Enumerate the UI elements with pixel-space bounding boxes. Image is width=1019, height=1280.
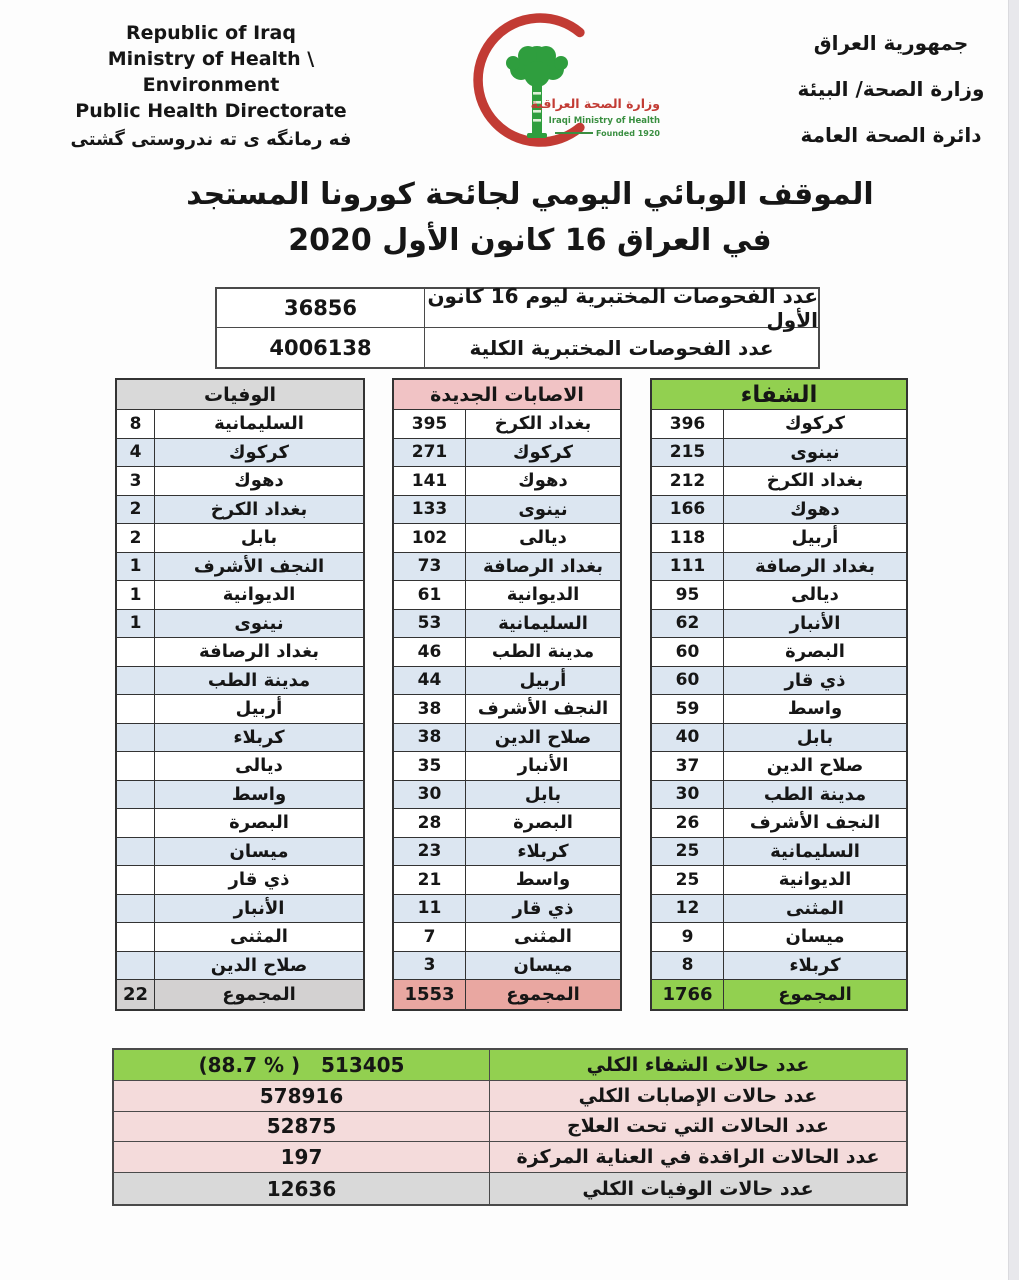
province-name: بابل — [796, 726, 834, 748]
table-row — [652, 467, 906, 496]
table-row — [117, 667, 363, 696]
province-name: النجف الأشرف — [477, 698, 609, 720]
province-name: السليمانية — [770, 840, 860, 862]
table-row — [394, 410, 620, 439]
tests-value: 4006138 — [217, 328, 425, 367]
province-value — [117, 724, 155, 752]
province-name: صلاح الدين — [494, 726, 592, 748]
province-name: كربلاء — [233, 726, 285, 748]
table-row — [394, 695, 620, 724]
table-row — [394, 581, 620, 610]
province-value — [117, 866, 155, 894]
province-name: بغداد الكرخ — [210, 498, 308, 520]
summary-label: عدد الحالات الراقدة في العناية المركزة — [516, 1146, 880, 1169]
table-row — [652, 553, 906, 582]
province-name: كربلاء — [517, 840, 569, 862]
province-value: 95 — [652, 581, 724, 609]
table-row — [652, 439, 906, 468]
table-row — [652, 524, 906, 553]
total-label: المجموع — [506, 983, 580, 1005]
table-row — [394, 781, 620, 810]
province-value: 102 — [394, 524, 466, 552]
summary-label: عدد حالات الإصابات الكلي — [578, 1084, 818, 1107]
title-line-1: الموقف الوبائي اليومي لجائحة كورونا المستجد — [186, 177, 874, 212]
table-total-row — [117, 980, 363, 1009]
province-name: السليمانية — [214, 413, 304, 435]
province-value: 26 — [652, 809, 724, 837]
province-value: 118 — [652, 524, 724, 552]
totals-summary-table — [112, 1048, 908, 1206]
province-name: مدينة الطب — [207, 669, 311, 691]
tests-value: 36856 — [217, 289, 425, 327]
province-name: ديالى — [791, 584, 839, 606]
province-value: 3 — [394, 952, 466, 980]
province-name: النجف الأشرف — [749, 812, 881, 834]
province-value: 3 — [117, 467, 155, 495]
province-value: 28 — [394, 809, 466, 837]
province-value: 11 — [394, 895, 466, 923]
province-value: 62 — [652, 610, 724, 638]
table-row — [652, 610, 906, 639]
province-value: 30 — [652, 781, 724, 809]
table-row — [114, 1142, 906, 1173]
table-row — [394, 610, 620, 639]
province-name: السليمانية — [498, 612, 588, 634]
province-name: ذي قار — [512, 897, 574, 919]
summary-label: عدد حالات الشفاء الكلي — [586, 1053, 810, 1076]
province-value: 396 — [652, 410, 724, 438]
table-row — [117, 923, 363, 952]
province-value: 166 — [652, 496, 724, 524]
province-name: البصرة — [785, 641, 845, 663]
province-name: دهوك — [518, 470, 568, 492]
table-row — [117, 752, 363, 781]
province-value: 60 — [652, 667, 724, 695]
table-row — [394, 467, 620, 496]
province-name: نينوى — [518, 498, 568, 520]
province-value: 73 — [394, 553, 466, 581]
table-row — [117, 781, 363, 810]
province-name: البصرة — [513, 812, 573, 834]
province-value: 23 — [394, 838, 466, 866]
header-directorate-en: Public Health Directorate — [75, 100, 347, 122]
province-value: 395 — [394, 410, 466, 438]
province-value: 61 — [394, 581, 466, 609]
province-value — [117, 667, 155, 695]
province-name: بغداد الرصافة — [199, 641, 319, 663]
province-value: 2 — [117, 496, 155, 524]
table-row — [652, 695, 906, 724]
province-value — [117, 781, 155, 809]
table-row — [117, 439, 363, 468]
province-name: ديالى — [235, 755, 283, 777]
table-row — [652, 667, 906, 696]
tests-label: عدد الفحوصات المختبرية ليوم 16 كانون الأول — [427, 284, 818, 332]
svg-text:وزارة الصحة العراقية: وزارة الصحة العراقية — [530, 96, 660, 111]
province-value — [117, 809, 155, 837]
province-name: ديالى — [519, 527, 567, 549]
province-name: الأنبار — [517, 755, 569, 777]
province-name: بغداد الرصافة — [755, 555, 875, 577]
table-row — [117, 553, 363, 582]
province-name: ذي قار — [228, 869, 290, 891]
province-name: الديوانية — [222, 584, 296, 606]
province-value: 1 — [117, 610, 155, 638]
recoveries-table — [650, 378, 908, 1011]
province-name: مدينة الطب — [763, 783, 867, 805]
table-row — [117, 610, 363, 639]
province-name: واسط — [787, 698, 843, 720]
title-line-2: في العراق 16 كانون الأول 2020 — [288, 223, 772, 258]
total-label: المجموع — [222, 983, 296, 1005]
table-row — [117, 952, 363, 981]
province-value: 44 — [394, 667, 466, 695]
province-name: دهوك — [790, 498, 840, 520]
province-name: صلاح الدين — [210, 954, 308, 976]
table-row — [117, 467, 363, 496]
province-name: ميسان — [229, 840, 289, 862]
province-name: مدينة الطب — [491, 641, 595, 663]
summary-value: 12636 — [114, 1173, 490, 1204]
province-value: 38 — [394, 695, 466, 723]
table-row — [394, 952, 620, 981]
province-name: المثنى — [786, 897, 844, 919]
province-name: بغداد الرصافة — [483, 555, 603, 577]
province-name: نينوى — [790, 441, 840, 463]
province-value: 40 — [652, 724, 724, 752]
province-value: 8 — [117, 410, 155, 438]
table-row — [652, 809, 906, 838]
header-ministry-en: Ministry of Health \ Environment — [107, 48, 315, 96]
table-row — [652, 866, 906, 895]
province-name: الأنبار — [233, 897, 285, 919]
province-name: بابل — [240, 527, 278, 549]
province-value: 25 — [652, 838, 724, 866]
province-name: واسط — [515, 869, 571, 891]
province-value: 1 — [117, 553, 155, 581]
province-name: كركوك — [785, 413, 845, 435]
tests-label: عدد الفحوصات المختبرية الكلية — [469, 335, 774, 360]
deaths-table — [115, 378, 365, 1011]
table-row — [394, 809, 620, 838]
table-row — [652, 638, 906, 667]
summary-label: عدد حالات الوفيات الكلي — [582, 1177, 814, 1200]
table-row — [117, 496, 363, 525]
table-row — [117, 866, 363, 895]
table-row — [117, 524, 363, 553]
province-name: صلاح الدين — [766, 755, 864, 777]
province-value — [117, 838, 155, 866]
table-row — [117, 581, 363, 610]
province-value: 35 — [394, 752, 466, 780]
table-row — [394, 667, 620, 696]
province-value: 37 — [652, 752, 724, 780]
table-row — [394, 439, 620, 468]
province-value: 60 — [652, 638, 724, 666]
table-row — [117, 410, 363, 439]
table-row — [117, 895, 363, 924]
province-name: واسط — [231, 783, 287, 805]
province-value: 111 — [652, 553, 724, 581]
summary-value: 578916 — [114, 1081, 490, 1111]
lab-tests-table — [215, 284, 820, 369]
table-row — [114, 1112, 906, 1143]
province-value — [117, 695, 155, 723]
infections-table-header: الاصابات الجديدة — [394, 380, 620, 410]
table-row — [652, 724, 906, 753]
summary-value: 52875 — [114, 1112, 490, 1142]
table-row — [394, 724, 620, 753]
province-name: بابل — [524, 783, 562, 805]
province-name: أربيل — [235, 698, 283, 720]
header-directorate-ku: فه رمانگه ی ته ندروستی گشتی — [70, 129, 352, 150]
deaths-table-header: الوفيات — [117, 380, 363, 410]
table-row — [652, 838, 906, 867]
province-value: 4 — [117, 439, 155, 467]
province-value: 141 — [394, 467, 466, 495]
province-name: كركوك — [229, 441, 289, 463]
province-value: 215 — [652, 439, 724, 467]
table-row — [117, 724, 363, 753]
table-row — [652, 923, 906, 952]
province-name: الأنبار — [789, 612, 841, 634]
table-row — [394, 496, 620, 525]
table-row — [394, 838, 620, 867]
province-value: 271 — [394, 439, 466, 467]
ministry-logo — [455, 0, 665, 158]
table-row — [652, 581, 906, 610]
province-name: كربلاء — [789, 954, 841, 976]
table-row — [394, 923, 620, 952]
crescent-palm-logo-icon — [455, 0, 665, 158]
province-name: المثنى — [514, 926, 572, 948]
table-row — [652, 952, 906, 981]
page-title — [40, 172, 1019, 264]
header-right-block — [772, 20, 1010, 158]
province-name: النجف الأشرف — [193, 555, 325, 577]
province-value: 59 — [652, 695, 724, 723]
province-name: كركوك — [513, 441, 573, 463]
table-total-row — [394, 980, 620, 1009]
province-name: بغداد الكرخ — [766, 470, 864, 492]
province-value: 21 — [394, 866, 466, 894]
table-row — [652, 752, 906, 781]
table-row — [394, 866, 620, 895]
province-value: 25 — [652, 866, 724, 894]
province-value: 133 — [394, 496, 466, 524]
table-row — [394, 895, 620, 924]
new-infections-table — [392, 378, 622, 1011]
table-row — [114, 1050, 906, 1081]
province-name: ميسان — [785, 926, 845, 948]
table-total-row — [652, 980, 906, 1009]
province-value: 1 — [117, 581, 155, 609]
table-row — [394, 553, 620, 582]
total-value: 1766 — [652, 980, 724, 1009]
province-value: 12 — [652, 895, 724, 923]
svg-text:Iraqi Ministry of Health: Iraqi Ministry of Health — [548, 116, 660, 126]
table-row — [217, 328, 818, 367]
province-value: 7 — [394, 923, 466, 951]
table-row — [217, 284, 818, 332]
table-row — [114, 1173, 906, 1204]
province-name: ذي قار — [784, 669, 846, 691]
table-row — [117, 695, 363, 724]
province-name: أربيل — [791, 527, 839, 549]
header-ministry-ar: وزارة الصحة/ البيئة — [797, 77, 985, 101]
recovery-table-header: الشفاء — [652, 380, 906, 410]
province-value: 38 — [394, 724, 466, 752]
province-value: 9 — [652, 923, 724, 951]
table-row — [394, 524, 620, 553]
table-row — [117, 809, 363, 838]
province-name: أربيل — [519, 669, 567, 691]
table-row — [117, 838, 363, 867]
header-directorate-ar: دائرة الصحة العامة — [800, 123, 982, 147]
province-name: الديوانية — [506, 584, 580, 606]
summary-label: عدد الحالات التي تحت العلاج — [567, 1115, 829, 1138]
province-value — [117, 638, 155, 666]
province-name: بغداد الكرخ — [494, 413, 592, 435]
province-name: نينوى — [234, 612, 284, 634]
header-country-en: Republic of Iraq — [126, 22, 296, 44]
province-name: ميسان — [513, 954, 573, 976]
table-row — [652, 895, 906, 924]
table-row — [394, 752, 620, 781]
province-value — [117, 952, 155, 980]
province-value: 8 — [652, 952, 724, 980]
total-value: 1553 — [394, 980, 466, 1009]
summary-value: 197 — [114, 1142, 490, 1172]
province-value — [117, 895, 155, 923]
table-row — [117, 638, 363, 667]
province-value: 30 — [394, 781, 466, 809]
province-value: 2 — [117, 524, 155, 552]
total-value: 22 — [117, 980, 155, 1009]
province-value: 212 — [652, 467, 724, 495]
province-name: البصرة — [229, 812, 289, 834]
province-name: الديوانية — [778, 869, 852, 891]
table-row — [652, 410, 906, 439]
province-name: المثنى — [230, 926, 288, 948]
province-name: دهوك — [234, 470, 284, 492]
svg-text:Founded 1920: Founded 1920 — [596, 129, 660, 138]
table-row — [652, 496, 906, 525]
table-row — [394, 638, 620, 667]
province-value: 46 — [394, 638, 466, 666]
header-left-block — [60, 20, 362, 153]
table-row — [114, 1081, 906, 1112]
province-value — [117, 923, 155, 951]
province-value — [117, 752, 155, 780]
summary-value: (88.7 % ) 513405 — [114, 1050, 490, 1080]
header-country-ar: جمهورية العراق — [813, 31, 969, 55]
province-value: 53 — [394, 610, 466, 638]
table-row — [652, 781, 906, 810]
total-label: المجموع — [778, 983, 852, 1005]
